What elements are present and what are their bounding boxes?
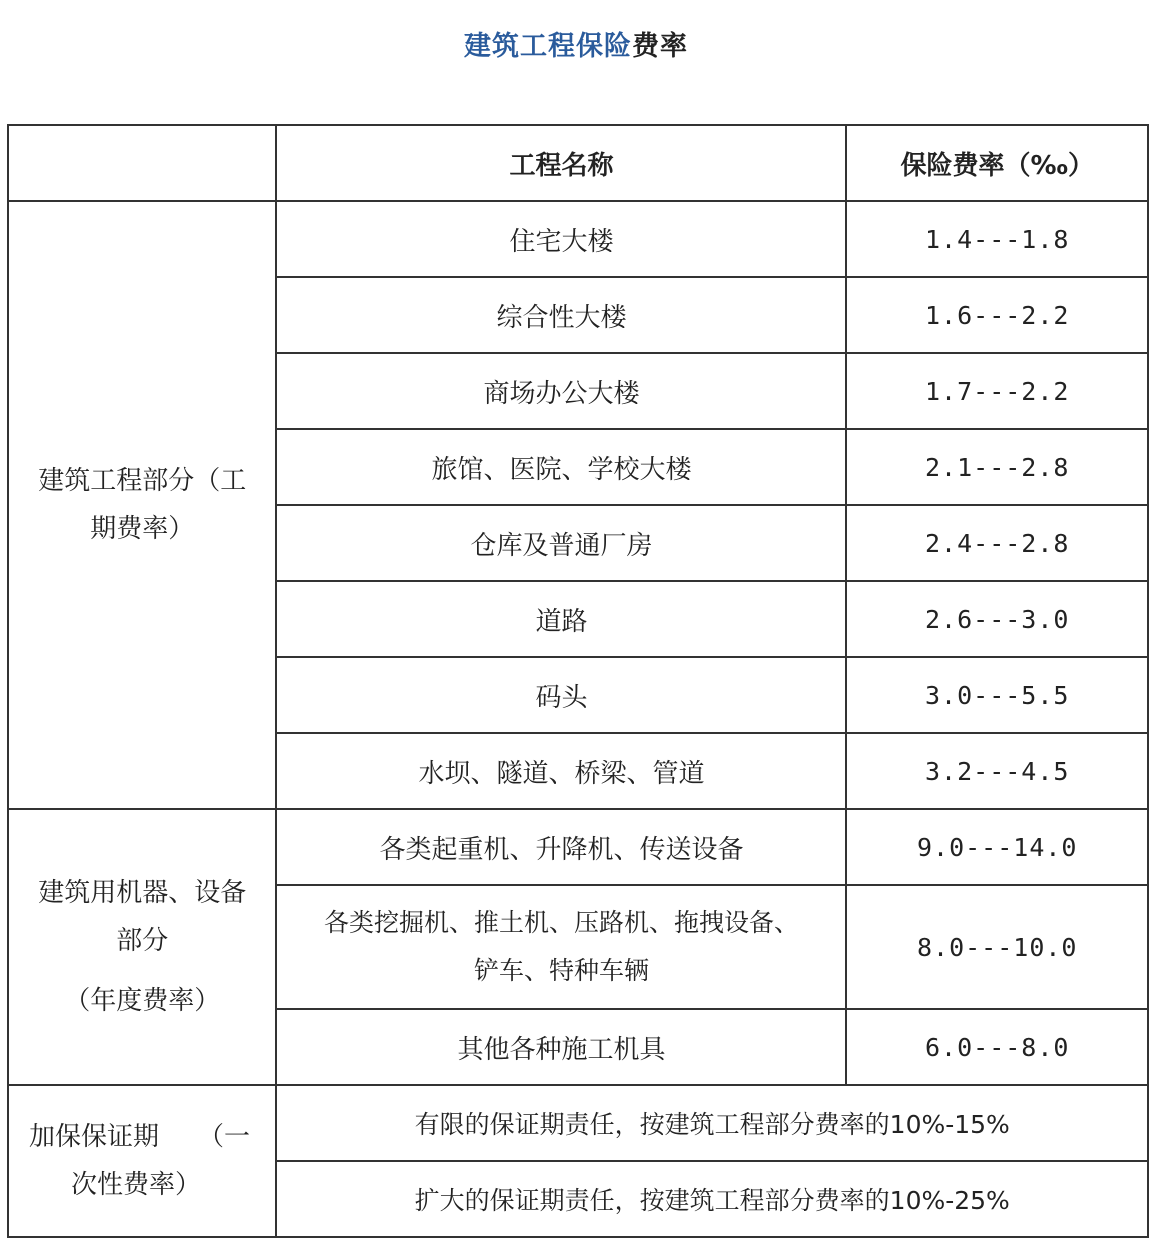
project-name: 各类起重机、升降机、传送设备 [276,809,846,885]
rate-value: 2.6---3.0 [846,581,1148,657]
category-construction-label: 建筑工程部分（工期费率） [38,466,247,544]
header-rate: 保险费率（‰） [846,125,1148,201]
category-warranty-line2: 次性费率） [71,1170,202,1200]
rate-value: 6.0---8.0 [846,1009,1148,1085]
table-header-row [8,125,1148,201]
rate-value: 2.1---2.8 [846,429,1148,505]
rate-value: 8.0---10.0 [846,885,1148,1009]
rate-value: 2.4---2.8 [846,505,1148,581]
insurance-rate-table [7,124,1149,1238]
title-main: 建筑工程保险 [464,31,632,62]
title-suffix: 费率 [632,31,688,62]
rate-value: 1.6---2.2 [846,277,1148,353]
warranty-text: 扩大的保证期责任，按建筑工程部分费率的10%-25% [276,1161,1148,1237]
rate-value: 1.4---1.8 [846,201,1148,277]
category-machinery-line2: 部分 [116,926,169,956]
table-row [8,1085,1148,1161]
table-row [8,809,1148,885]
project-name: 码头 [276,657,846,733]
category-machinery-line3: （年度费率） [64,986,221,1016]
project-name: 仓库及普通厂房 [276,505,846,581]
header-category [8,125,276,201]
project-name [276,885,846,1009]
project-name: 综合性大楼 [276,277,846,353]
project-name-line2: 铲车、特种车辆 [473,956,649,985]
project-name: 商场办公大楼 [276,353,846,429]
category-construction [8,201,276,809]
rate-value: 3.0---5.5 [846,657,1148,733]
table-row [8,201,1148,277]
category-machinery-line1: 建筑用机器、设备 [38,878,247,908]
category-warranty-line1: 加保保证期 （一 [29,1122,251,1152]
warranty-text: 有限的保证期责任，按建筑工程部分费率的10%-15% [276,1085,1148,1161]
rate-value: 1.7---2.2 [846,353,1148,429]
project-name: 住宅大楼 [276,201,846,277]
category-warranty [8,1085,276,1237]
project-name: 道路 [276,581,846,657]
rate-value: 9.0---14.0 [846,809,1148,885]
page-title [0,24,1152,63]
header-project-name: 工程名称 [276,125,846,201]
project-name: 旅馆、医院、学校大楼 [276,429,846,505]
project-name: 水坝、隧道、桥梁、管道 [276,733,846,809]
project-name-line1: 各类挖掘机、推土机、压路机、拖拽设备、 [323,908,799,937]
project-name: 其他各种施工机具 [276,1009,846,1085]
category-machinery [8,809,276,1085]
rate-value: 3.2---4.5 [846,733,1148,809]
